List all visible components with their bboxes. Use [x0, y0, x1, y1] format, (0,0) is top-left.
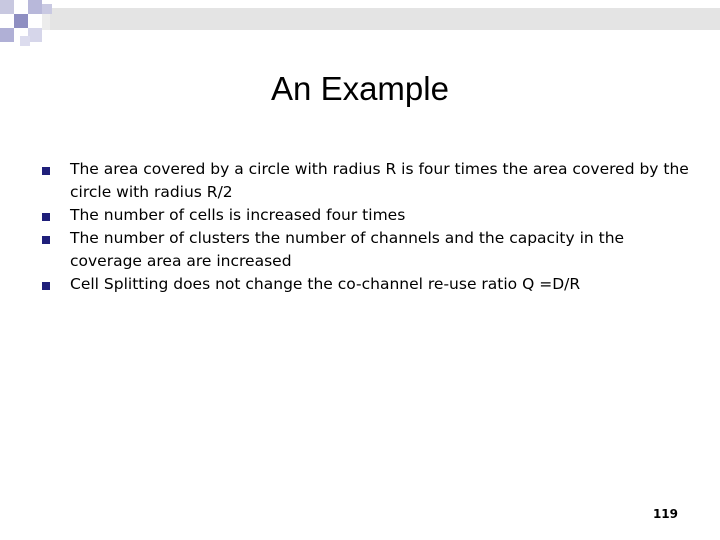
square-bullet-icon: [42, 282, 50, 290]
bullet-list: [42, 158, 692, 296]
square-bullet-icon: [42, 167, 50, 175]
square-bullet-icon: [42, 213, 50, 221]
list-item: [42, 158, 692, 204]
list-item: [42, 227, 692, 273]
bullet-text: Cell Splitting does not change the co-channel re-use ratio Q =D/R: [70, 275, 581, 293]
bullet-text: The number of cells is increased four times: [70, 206, 406, 224]
bullet-text: The area covered by a circle with radius R is four times the area covered by the circle with radius R/2: [70, 160, 689, 201]
bullet-text: The number of clusters the number of channels and the capacity in the coverage area are increased: [70, 229, 625, 270]
page-number: 119: [652, 507, 678, 521]
slide-title: An Example: [271, 70, 449, 107]
header-decoration: [0, 0, 720, 48]
square-bullet-icon: [42, 236, 50, 244]
list-item: [42, 204, 692, 227]
list-item: [42, 273, 692, 296]
